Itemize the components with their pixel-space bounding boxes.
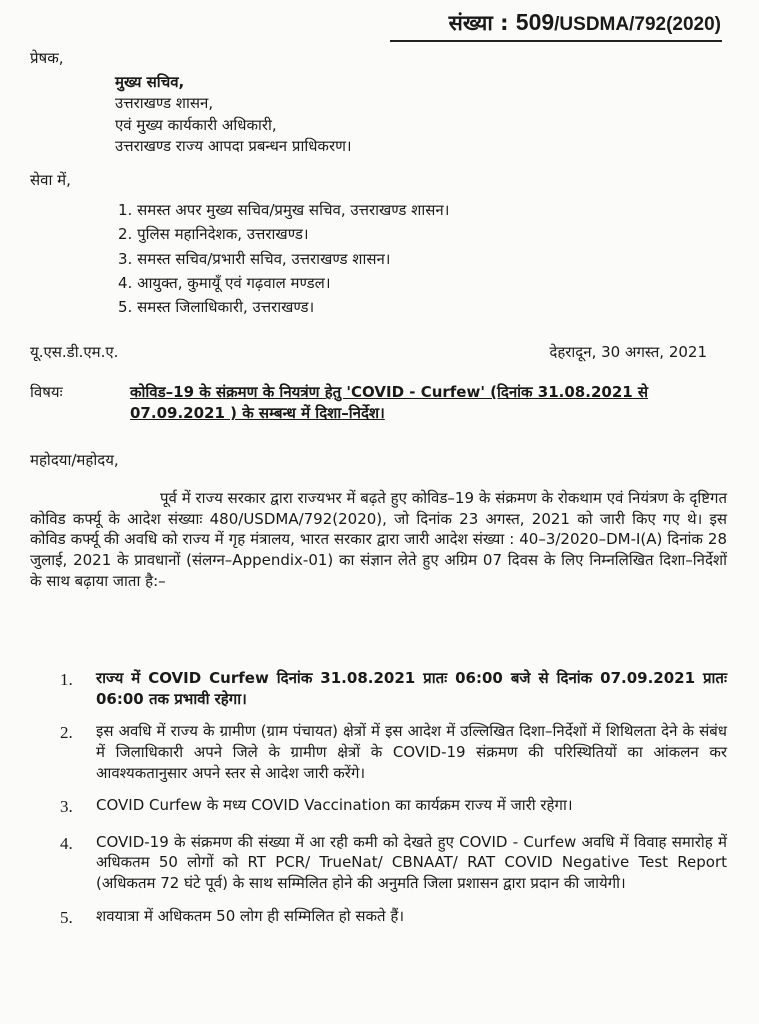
recipients-label: सेवा में,: [30, 171, 71, 189]
sender-line: मुख्य सचिव,: [115, 73, 185, 91]
directives-list: [60, 668, 727, 942]
directive-text: COVID Curfew के मध्य COVID Vaccination का कार्यक्रम राज्य में जारी रहेगा।: [96, 796, 573, 815]
directive-number: 3.: [60, 797, 73, 817]
sender-line: उत्तराखण्ड शासन,: [115, 94, 214, 113]
subject-text: कोविड–19 के संक्रमण के नियत्रंण हेतु 'COVID - Curfew' (दिनांक 31.08.2021 से 07.09.2021 ) के सम्बन्ध में दिशा–निर्देश।: [130, 383, 649, 423]
letter-number-ref: /USDMA/792(2020): [554, 14, 721, 35]
sankhya-label: संख्या :: [448, 11, 509, 35]
directive-text: COVID-19 के संक्रमण की संख्या में आ रही कमी को देखते हुए COVID - Curfew अवधि में विवाह समारोह में अधिकतम 50 लोगों को RT PCR/ TrueNat/ CBNAAT/ RAT COVID Negative Test Report (अधिकतम 72 घंटे पूर्व) के साथ सम्मिलित होने की अनुमति जिला प्रशासन द्वारा प्रदान की जायेगी।: [96, 832, 727, 892]
letter-number-value: 509: [515, 9, 555, 35]
recipient-item: 1. समस्त अपर मुख्य सचिव/प्रमुख सचिव, उत्तराखण्ड शासन।: [118, 201, 450, 219]
recipients-list: [118, 200, 449, 321]
sender-label: प्रेषक,: [30, 49, 64, 67]
directive-number: 5.: [60, 907, 73, 927]
sender-line: एवं मुख्य कार्यकारी अधिकारी,: [115, 115, 277, 134]
reference-label: यू.एस.डी.एम.ए.: [30, 343, 119, 361]
directive-item: [60, 795, 727, 819]
place-date: देहरादून, 30 अगस्त, 2021: [549, 343, 707, 361]
directive-text: शवयात्रा में अधिकतम 50 लोग ही सम्मिलित हो सकते हैं।: [96, 906, 405, 925]
recipient-item: 4. आयुक्त, कुमायूँ एवं गढ़वाल मण्डल।: [118, 273, 331, 292]
directive-text: राज्य में COVID Curfew दिनांक 31.08.2021 प्रातः 06:00 बजे से दिनांक 07.09.2021 प्रातः 06:00 तक प्रभावी रहेगा।: [96, 669, 727, 708]
salutation: महोदया/महोदय,: [30, 451, 119, 469]
directive-item: [60, 668, 727, 709]
directive-number: 1.: [60, 670, 73, 689]
directive-item: [60, 721, 727, 783]
sender-line: उत्तराखण्ड राज्य आपदा प्रबन्धन प्राधिकरण।: [115, 136, 352, 155]
body-paragraph: पूर्व में राज्य सरकार द्वारा राज्यभर में बढ़ते हुए कोविड–19 के संक्रमण के रोकथाम एवं नियंत्रण के दृष्टिगत कोविड कर्फ्यू के आदेश संख्याः 480/USDMA/792(2020), जो दिनांक 23 अगस्त, 2021 को जारी किए गए थे। इस कोविड कर्फ्यू की अवधि को राज्य में गृह मंत्रालय, भारत सरकार द्वारा जारी आदेश संख्या : 40–3/2020–DM-I(A) दिनांक 28 जुलाई, 2021 के प्रावधानों (संलग्न–Appendix-01) का संज्ञान लेते हुए अग्रिम 07 दिवस के लिए निम्नलिखित दिशा–निर्देशों के साथ बढ़ाया जाता है:–: [30, 489, 727, 590]
letter-number: [449, 6, 721, 39]
sender-address: [115, 72, 352, 157]
directive-item: [60, 832, 727, 894]
directive-number: 2.: [60, 723, 73, 743]
directive-item: [60, 906, 727, 930]
recipient-item: 2. पुलिस महानिदेशक, उत्तराखण्ड।: [118, 225, 309, 244]
header-underline: [390, 40, 722, 42]
recipient-item: 5. समस्त जिलाधिकारी, उत्तराखण्ड।: [118, 298, 315, 317]
recipient-item: 3. समस्त सचिव/प्रभारी सचिव, उत्तराखण्ड शासन।: [118, 249, 391, 268]
subject-label: विषयः: [30, 383, 63, 401]
directive-text: इस अवधि में राज्य के ग्रामीण (ग्राम पंचायत) क्षेत्रों में इस आदेश में उल्लिखित दिशा–निर्देशों में शिथिलता देने के संबंध में जिलाधिकारी अपने जिले के ग्रामीण क्षेत्रों के COVID-19 संक्रमण की परिस्थितियों का आंकलन कर आवश्यकतानुसार अपने स्तर से आदेश जारी करेंगे।: [96, 722, 727, 782]
directive-number: 4.: [60, 833, 73, 853]
